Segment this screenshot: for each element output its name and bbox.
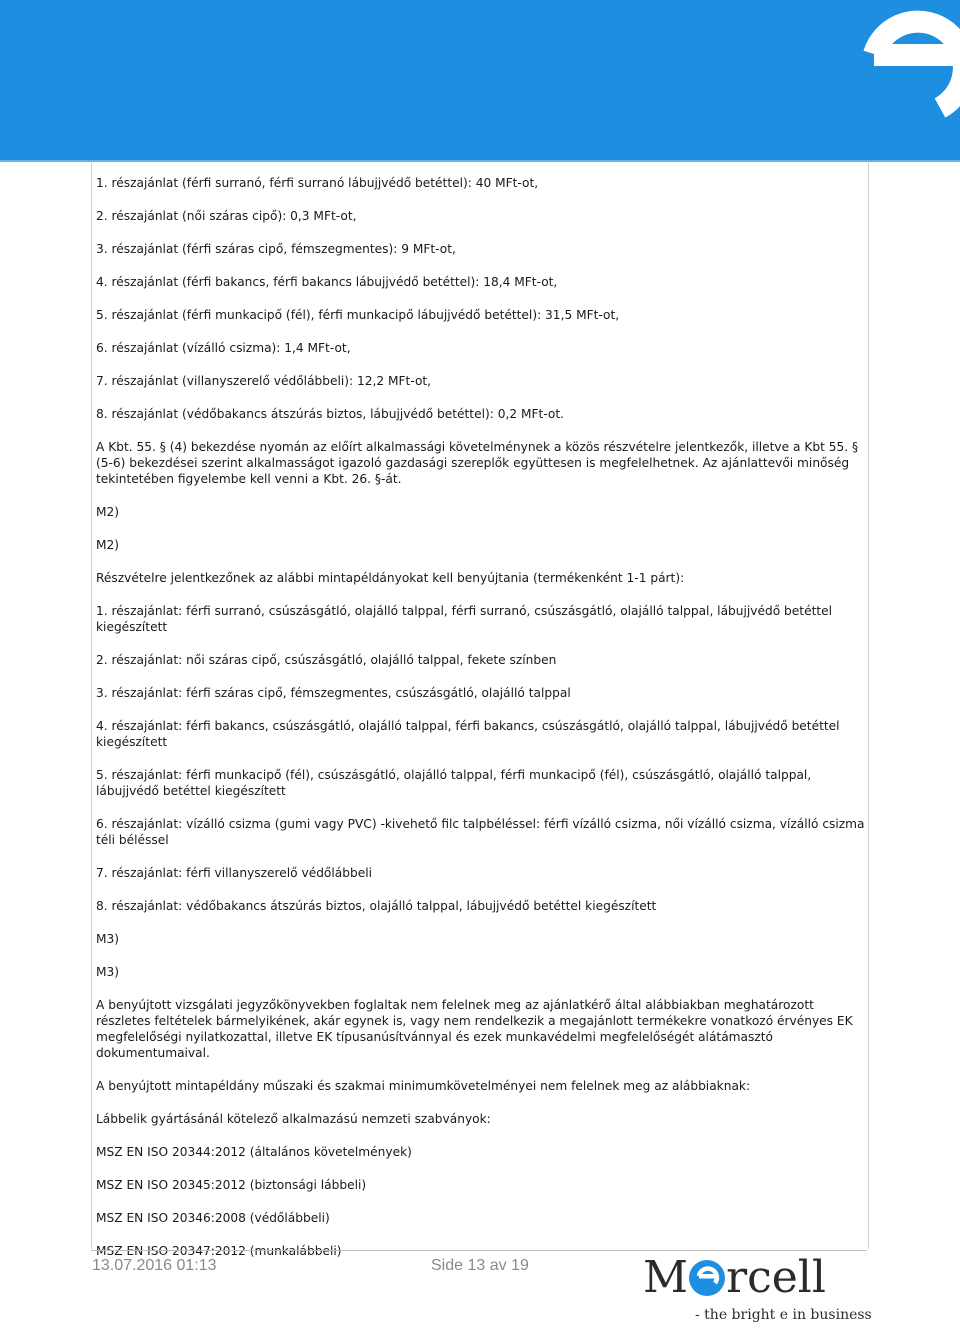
footer-page-number: Side 13 av 19 bbox=[431, 1257, 529, 1274]
marcell-logo bbox=[643, 1254, 863, 1302]
brand-e-circle-icon bbox=[689, 1260, 725, 1296]
budget-item-4: 4. részajánlat (férfi bakancs, férfi bakancs lábujjvédő betéttel): 18,4 MFt-ot, bbox=[96, 275, 558, 289]
test-report-paragraph: A benyújtott vizsgálati jegyzőkönyvekben foglaltak nem felelnek meg az ajánlatkérő által alábbiakban meghatározott részletes feltételek bármelyikének, akár egynek is, vagy nem rendelkezik a megajánlott termékekre vonatkozó érvényes EK megfelelőségi nyilatkozattal, illetve EK típusanúsítvánnyal és ezek munkavédelmi megfelelőségét alátámasztó dokumentumaival. bbox=[96, 998, 853, 1060]
footer-date: 13.07.2016 01:13 bbox=[92, 1257, 217, 1274]
standard-20344: MSZ EN ISO 20344:2012 (általános követelmények) bbox=[96, 1145, 412, 1159]
sample-item-7: 7. részajánlat: férfi villanyszerelő védőlábbeli bbox=[96, 866, 372, 880]
standard-20345: MSZ EN ISO 20345:2012 (biztonsági lábbeli) bbox=[96, 1178, 367, 1192]
budget-item-6: 6. részajánlat (vízálló csizma): 1,4 MFt-ot, bbox=[96, 341, 351, 355]
m3-heading: M3) bbox=[96, 932, 120, 946]
sample-item-1: 1. részajánlat: férfi surranó, csúszásgátló, olajálló talppal, férfi surranó, csúszásgátló, olajálló talppal, lábujjvédő betéttel kiegészített bbox=[96, 604, 833, 634]
budget-item-5: 5. részajánlat (férfi munkacipő (fél), férfi munkacipő lábujjvédő betéttel): 31,5 MFt-ot, bbox=[96, 308, 620, 322]
sample-item-4: 4. részajánlat: férfi bakancs, csúszásgátló, olajálló talppal, férfi bakancs, csúszásgátló, olajálló talppal, lábujjvédő betéttel kiegészített bbox=[96, 719, 840, 749]
sample-item-2: 2. részajánlat: női száras cipő, csúszásgátló, olajálló talppal, fekete színben bbox=[96, 653, 557, 667]
brand-letters-rcell: rcell bbox=[726, 1252, 826, 1303]
budget-item-2: 2. részajánlat (női száras cipő): 0,3 MFt-ot, bbox=[96, 209, 357, 223]
brand-tagline: - the bright e in business bbox=[695, 1307, 872, 1323]
brand-e-logo-icon bbox=[810, 0, 960, 160]
standards-intro: Lábbelik gyártásánál kötelező alkalmazású nemzeti szabványok: bbox=[96, 1112, 491, 1126]
sample-item-6: 6. részajánlat: vízálló csizma (gumi vagy PVC) -kivehető filc talpbéléssel: férfi vízálló csizma, női vízálló csizma, vízálló csizma téli béléssel bbox=[96, 817, 865, 847]
header-banner bbox=[0, 0, 960, 162]
footer-divider bbox=[91, 1250, 867, 1251]
kbt-paragraph: A Kbt. 55. § (4) bekezdése nyomán az előírt alkalmassági követelménynek a közös részvételre jelentkezők, illetve a Kbt 55. § (5-6) bekezdései szerint alkalmasságot igazoló gazdasági szereplők együttesen is megfelelhetnek. Az ajánlattevői minőség tekintetében figyelembe kell venni a Kbt. 26. §-át. bbox=[96, 440, 859, 486]
brand-letter-m: M bbox=[643, 1252, 689, 1303]
sample-item-8: 8. részajánlat: védőbakancs átszúrás biztos, olajálló talppal, lábujjvédő betéttel kiegészített bbox=[96, 899, 657, 913]
min-requirements-paragraph: A benyújtott mintapéldány műszaki és szakmai minimumkövetelményei nem felelnek meg az alábbiaknak: bbox=[96, 1079, 751, 1093]
standard-20347: MSZ EN ISO 20347:2012 (munkalábbeli) bbox=[96, 1244, 342, 1258]
document-body bbox=[96, 175, 866, 1276]
budget-item-1: 1. részajánlat (férfi surranó, férfi surranó lábujjvédő betéttel): 40 MFt-ot, bbox=[96, 176, 539, 190]
standard-20346: MSZ EN ISO 20346:2008 (védőlábbeli) bbox=[96, 1211, 330, 1225]
m3-heading-repeat: M3) bbox=[96, 965, 120, 979]
budget-item-3: 3. részajánlat (férfi száras cipő, fémszegmentes): 9 MFt-ot, bbox=[96, 242, 456, 256]
budget-item-8: 8. részajánlat (védőbakancs átszúrás biztos, lábujjvédő betéttel): 0,2 MFt-ot. bbox=[96, 407, 564, 421]
sample-item-5: 5. részajánlat: férfi munkacipő (fél), csúszásgátló, olajálló talppal, férfi munkacipő (fél), csúszásgátló, olajálló talppal, lábujjvédő betéttel kiegészített bbox=[96, 768, 812, 798]
m2-heading-repeat: M2) bbox=[96, 538, 120, 552]
m2-heading: M2) bbox=[96, 505, 120, 519]
budget-item-7: 7. részajánlat (villanyszerelő védőlábbeli): 12,2 MFt-ot, bbox=[96, 374, 432, 388]
sample-intro: Részvételre jelentkezőnek az alábbi mintapéldányokat kell benyújtania (termékenként 1-1 párt): bbox=[96, 571, 685, 585]
sample-item-3: 3. részajánlat: férfi száras cipő, fémszegmentes, csúszásgátló, olajálló talppal bbox=[96, 686, 571, 700]
